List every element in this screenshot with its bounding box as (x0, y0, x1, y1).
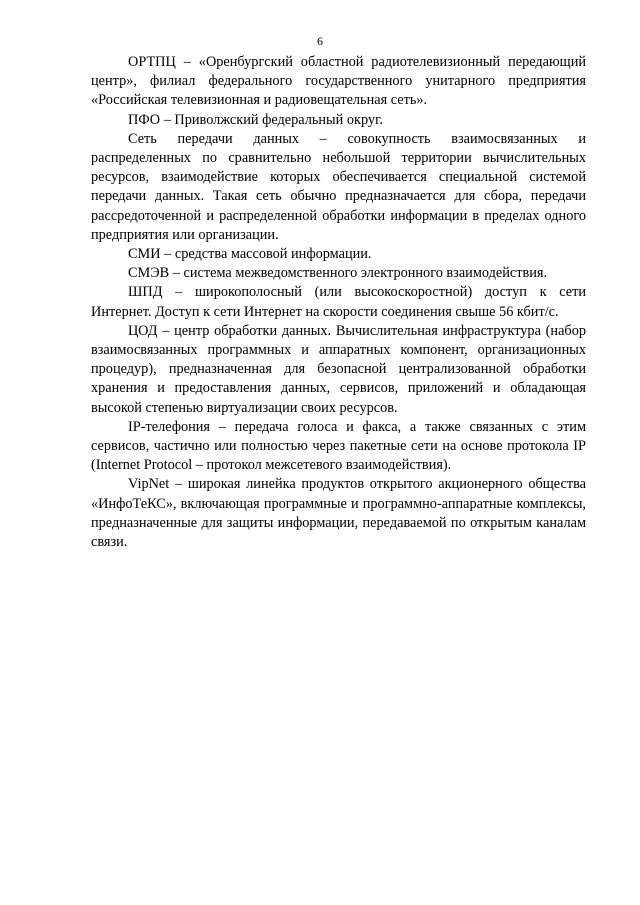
paragraph-data-network: Сеть передачи данных – совокупность взаимосвязанных и распределенных по сравнительно небольшой территории вычислительных ресурсов, взаимодействие которых обеспечивается специальной системой передачи данных. Такая сеть обычно предназначается для сбора, передачи рассредоточенной и распределенной обработки информации в пределах одного предприятия или организации. (91, 130, 586, 243)
paragraph-pfo: ПФО – Приволжский федеральный округ. (128, 111, 383, 128)
paragraph-ip-telephony: IP-телефония – передача голоса и факса, а также связанных с этим сервисов, частично или полностью через пакетные сети на основе протокола IP (Internet Protocol – протокол межсетевого взаимодействия). (91, 418, 586, 474)
page-number: 6 (317, 34, 323, 48)
paragraph-tsod: ЦОД – центр обработки данных. Вычислительная инфраструктура (набор взаимосвязанных программных и аппаратных компонент, организационных процедур), предназначенная для безопасной централизованной обработки хранения и предоставления данных, сервисов, приложений и обладающая высокой степенью виртуализации своих ресурсов. (91, 322, 586, 416)
glossary-body (91, 53, 586, 552)
paragraph-smi: СМИ – средства массовой информации. (128, 246, 372, 263)
paragraph-smev: СМЭВ – система межведомственного электронного взаимодействия. (128, 265, 548, 282)
paragraph-vipnet: VipNet – широкая линейка продуктов открытого акционерного общества «ИнфоТеКС», включающая программные и программно-аппаратные комплексы, предназначенные для защиты информации, передаваемой по открытым каналам связи. (91, 476, 586, 551)
paragraph-ortpc: ОРТПЦ – «Оренбургский областной радиотелевизионный передающий центр», филиал федерального государственного унитарного предприятия «Российская телевизионная и радиовещательная сеть». (91, 54, 586, 109)
paragraph-shpd: ШПД – широкополосный (или высокоскоростной) доступ к сети Интернет. Доступ к сети Интернет на скорости соединения свыше 56 кбит/с. (91, 284, 586, 320)
